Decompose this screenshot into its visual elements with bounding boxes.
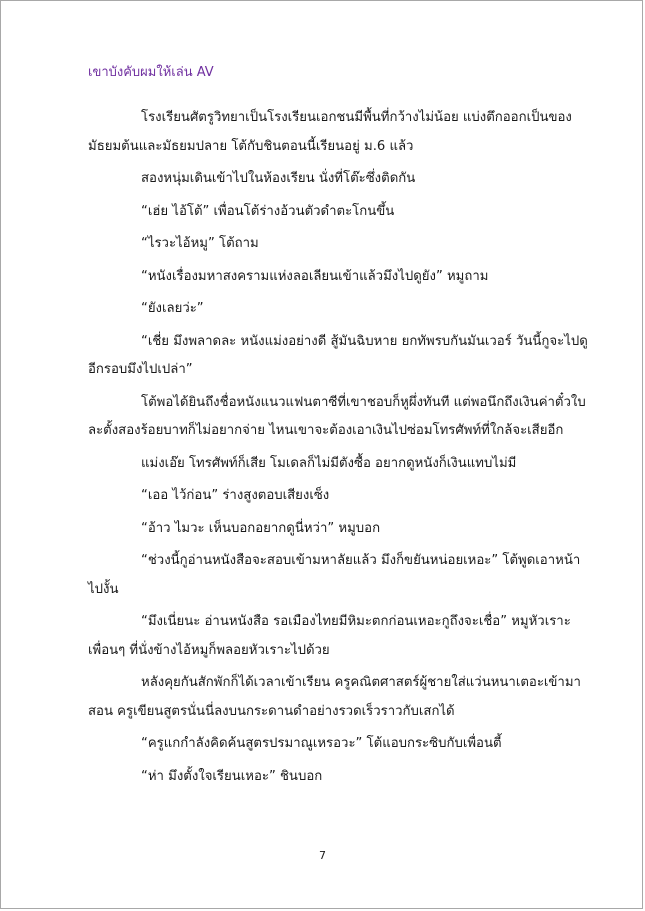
paragraph: “ยังเลยว่ะ” [141, 301, 204, 316]
paragraph: “เฮ่ย ไอ้โต้” เพื่อนโต้ร่างอ้วนตัวดำตะโกนขึ้น [141, 203, 395, 219]
paragraph: สองหนุ่มเดินเข้าไปในห้องเรียน นั่งที่โต๊ะซึ่งติดกัน [141, 171, 416, 186]
paragraph: “ห่า มึงตั้งใจเรียนเหอะ” ชินบอก [141, 768, 323, 784]
paragraph: “หนังเรื่องมหาสงครามแห่งลอเลียนเข้าแล้วมึงไปดูยัง” หมูถาม [141, 268, 489, 284]
document-body [88, 104, 593, 795]
paragraph: “เชี่ย มึงพลาดละ หนังแม่งอย่างดี สู้มันฉิบหาย ยกทัพรบกันมันเวอร์ วันนี้กูจะไปดูอีกรอบมึงไปเปล่า” [88, 333, 588, 377]
paragraph: “เออ ไว้ก่อน” ร่างสูงตอบเสียงเซ็ง [141, 488, 330, 503]
running-header-title: เขาบังคับผมให้เล่น AV [88, 65, 214, 80]
paragraph: “มึงเนี่ยนะ อ่านหนังสือ รอเมืองไทยมีหิมะตกก่อนเหอะกูถึงจะเชื่อ” หมูหัวเราะ เพื่อนๆ ที่นั่งข้างไอ้หมูก็พลอยหัวเราะไปด้วย [88, 614, 571, 658]
paragraph: หลังคุยกันสักพักก็ได้เวลาเข้าเรียน ครูคณิตศาสตร์ผู้ชายใส่แว่นหนาเตอะเข้ามาสอน ครูเขียนสูตรนั่นนี่ลงบนกระดานดำอย่างรวดเร็วราวกับเสกได้ [88, 675, 581, 719]
paragraph: “ไรวะไอ้หมู” โต้ถาม [141, 236, 259, 251]
page-number: 7 [319, 849, 326, 862]
paragraph: “อ้าว ไมวะ เห็นบอกอยากดูนี่หว่า” หมูบอก [141, 520, 381, 536]
paragraph: แม่งเอ๊ย โทรศัพท์ก็เสีย โมเดลก็ไม่มีตังซื้อ อยากดูหนังก็เงินแทบไม่มี [141, 455, 517, 471]
paragraph: โต้พอได้ยินถึงชื่อหนังแนวแฟนตาซีที่เขาชอบก็หูผึ่งทันที แต่พอนึกถึงเงินค่าตั๋วใบละตั้งสองร้อยบาทก็ไม่อยากจ่าย ไหนเขาจะต้องเอาเงินไปซ่อมโทรศัพท์ที่ใกล้จะเสียอีก [88, 394, 586, 438]
paragraph: “ช่วงนี้กูอ่านหนังสือจะสอบเข้ามหาลัยแล้ว มึงก็ขยันหน่อยเหอะ” โต้พูดเอาหน้าไปงั้น [88, 553, 581, 597]
paragraph: โรงเรียนศัตรูวิทยาเป็นโรงเรียนเอกชนมีพื้นที่กว้างไม่น้อย แบ่งตึกออกเป็นของมัธยมต้นและมัธยมปลาย โต้กับชินตอนนี้เรียนอยู่ ม.6 แล้ว [88, 110, 572, 154]
paragraph: “ครูแกกำลังคิดค้นสูตรปรมาณูเหรอวะ” โต้แอบกระซิบกับเพื่อนตี้ [141, 736, 502, 751]
